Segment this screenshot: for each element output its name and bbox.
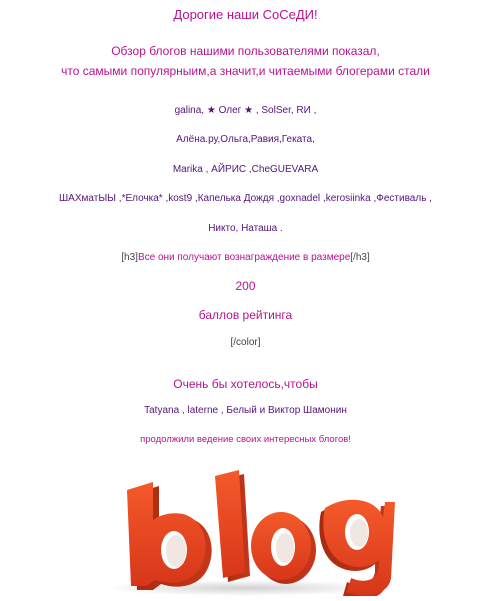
bloggers-row-3: Marika , АЙРИС ,CheGUEVARA: [172, 164, 319, 175]
blog-logo-image: [95, 468, 395, 596]
color-tag: [/color]: [230, 337, 261, 348]
letter-b: [127, 482, 212, 590]
reward-line: [0, 252, 491, 263]
wish-continue: продолжили ведение своих интересных блогов!: [140, 434, 351, 445]
greeting-heading: Дорогие наши СоСеДИ!: [173, 7, 318, 22]
reward-tag-open: [h3]: [121, 252, 138, 263]
reward-unit: баллов рейтинга: [198, 308, 293, 322]
intro-line-1: Обзор блогов нашими пользователями показал,: [111, 44, 380, 58]
bloggers-row-5: Никто, Наташа .: [208, 223, 283, 234]
bloggers-row-1: galina, ★ Олег ★ , SolSer, RИ ,: [174, 105, 317, 116]
wish-heading: Очень бы хотелось,чтобы: [173, 377, 318, 391]
reward-text: Все они получают вознаграждение в размере: [137, 252, 351, 263]
letter-o: [251, 512, 316, 584]
letter-l: [215, 470, 250, 582]
intro-line-2: что самыми популярныим,а значит,и читаемыми блогерами стали: [61, 64, 430, 78]
bloggers-row-4: ШАХматЫЫ ,*Елочка* ,kost9 ,Капелька Дождя ,goxnadel ,kerosiinka ,Фестиваль ,: [59, 193, 432, 204]
bloggers-row-2: Алёна.ру,Ольга,Равия,Геката,: [176, 134, 315, 145]
wish-names: Tatyana , laterne , Белый и Виктор Шамонин: [144, 405, 347, 416]
reward-tag-close: [/h3]: [350, 252, 370, 263]
blog-logo-art: [95, 468, 395, 596]
letter-g: [319, 500, 395, 596]
reward-amount: 200: [235, 279, 256, 293]
